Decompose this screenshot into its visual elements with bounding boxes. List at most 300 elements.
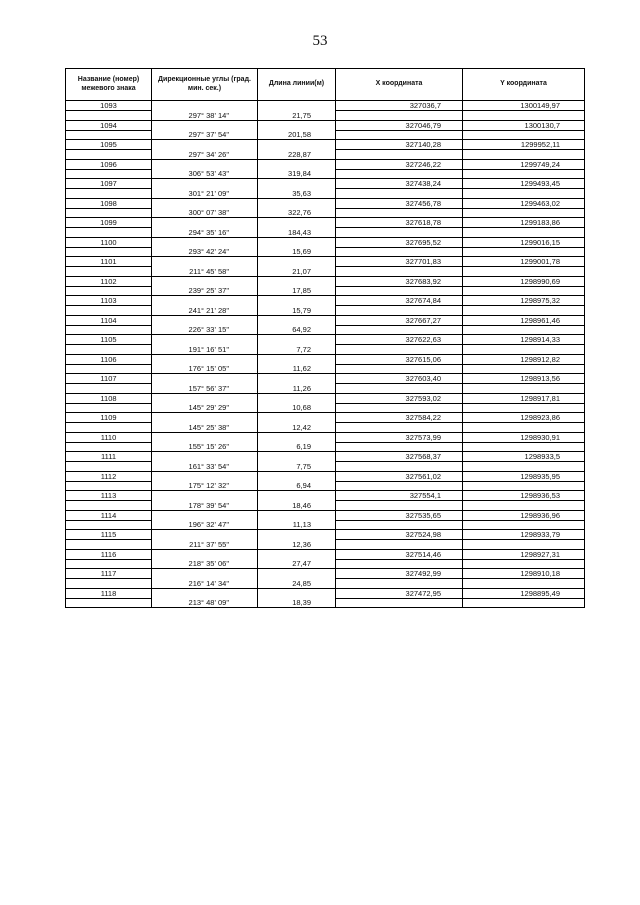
length-cell-empty <box>258 198 336 208</box>
name-cell-empty <box>66 345 152 355</box>
direction-angle: 306° 53' 43" <box>152 169 258 179</box>
point-name: 1093 <box>66 101 152 111</box>
direction-angle: 211° 37' 55" <box>152 540 258 550</box>
angle-cell-empty <box>152 237 258 247</box>
y-cell-empty <box>463 169 585 179</box>
x-cell-empty <box>336 403 463 413</box>
table-row-point <box>66 452 585 462</box>
table-row-line <box>66 540 585 550</box>
x-coordinate: 327615,06 <box>336 354 463 364</box>
x-cell-empty <box>336 462 463 472</box>
angle-cell-empty <box>152 315 258 325</box>
y-coordinate: 1299749,24 <box>463 159 585 169</box>
table-row-point <box>66 510 585 520</box>
length-cell-empty <box>258 549 336 559</box>
header-name: Название (номер) межевого знака <box>66 69 152 101</box>
table-row-point <box>66 179 585 189</box>
length-cell-empty <box>258 276 336 286</box>
angle-cell-empty <box>152 588 258 598</box>
line-length: 228,87 <box>258 150 336 160</box>
point-name: 1105 <box>66 335 152 345</box>
direction-angle: 176° 15' 05" <box>152 364 258 374</box>
angle-cell-empty <box>152 296 258 306</box>
direction-angle: 297° 34' 26" <box>152 150 258 160</box>
point-name: 1104 <box>66 315 152 325</box>
y-cell-empty <box>463 267 585 277</box>
angle-cell-empty <box>152 393 258 403</box>
length-cell-empty <box>258 179 336 189</box>
point-name: 1099 <box>66 218 152 228</box>
y-coordinate: 1299016,15 <box>463 237 585 247</box>
x-cell-empty <box>336 579 463 589</box>
y-cell-empty <box>463 130 585 140</box>
y-coordinate: 1298990,69 <box>463 276 585 286</box>
table-row-point <box>66 413 585 423</box>
name-cell-empty <box>66 130 152 140</box>
direction-angle: 216° 14' 34" <box>152 579 258 589</box>
table-row-line <box>66 520 585 530</box>
direction-angle: 161° 33' 54" <box>152 462 258 472</box>
x-coordinate: 327593,02 <box>336 393 463 403</box>
name-cell-empty <box>66 403 152 413</box>
point-name: 1108 <box>66 393 152 403</box>
angle-cell-empty <box>152 179 258 189</box>
y-coordinate: 1298975,32 <box>463 296 585 306</box>
y-cell-empty <box>463 325 585 335</box>
point-name: 1113 <box>66 491 152 501</box>
table-row-line <box>66 364 585 374</box>
y-cell-empty <box>463 481 585 491</box>
x-coordinate: 327667,27 <box>336 315 463 325</box>
line-length: 64,92 <box>258 325 336 335</box>
x-coordinate: 327140,28 <box>336 140 463 150</box>
table-row-point <box>66 140 585 150</box>
name-cell-empty <box>66 208 152 218</box>
y-cell-empty <box>463 306 585 316</box>
angle-cell-empty <box>152 120 258 130</box>
name-cell-empty <box>66 520 152 530</box>
x-cell-empty <box>336 247 463 257</box>
point-name: 1118 <box>66 588 152 598</box>
length-cell-empty <box>258 452 336 462</box>
direction-angle: 211° 45' 58" <box>152 267 258 277</box>
y-coordinate: 1298927,31 <box>463 549 585 559</box>
name-cell-empty <box>66 481 152 491</box>
x-cell-empty <box>336 325 463 335</box>
line-length: 322,76 <box>258 208 336 218</box>
direction-angle: 213° 48' 09" <box>152 598 258 608</box>
line-length: 10,68 <box>258 403 336 413</box>
point-name: 1094 <box>66 120 152 130</box>
y-coordinate: 1300149,97 <box>463 101 585 111</box>
x-coordinate: 327438,24 <box>336 179 463 189</box>
y-cell-empty <box>463 111 585 121</box>
point-name: 1101 <box>66 257 152 267</box>
x-coordinate: 327046,79 <box>336 120 463 130</box>
point-name: 1100 <box>66 237 152 247</box>
y-cell-empty <box>463 364 585 374</box>
page-number: 53 <box>312 33 328 49</box>
table-row-point <box>66 432 585 442</box>
angle-cell-empty <box>152 276 258 286</box>
length-cell-empty <box>258 491 336 501</box>
table-header <box>66 69 585 101</box>
length-cell-empty <box>258 588 336 598</box>
x-cell-empty <box>336 130 463 140</box>
direction-angle: 178° 39' 54" <box>152 501 258 511</box>
y-coordinate: 1298935,95 <box>463 471 585 481</box>
y-coordinate: 1299183,86 <box>463 218 585 228</box>
y-cell-empty <box>463 403 585 413</box>
y-coordinate: 1300130,7 <box>463 120 585 130</box>
table-row-point <box>66 354 585 364</box>
name-cell-empty <box>66 423 152 433</box>
direction-angle: 175° 12' 32" <box>152 481 258 491</box>
y-coordinate: 1298917,81 <box>463 393 585 403</box>
x-coordinate: 327535,65 <box>336 510 463 520</box>
length-cell-empty <box>258 510 336 520</box>
y-cell-empty <box>463 423 585 433</box>
x-cell-empty <box>336 384 463 394</box>
table-body <box>66 101 585 608</box>
line-length: 7,72 <box>258 345 336 355</box>
y-coordinate: 1298936,96 <box>463 510 585 520</box>
x-coordinate: 327472,95 <box>336 588 463 598</box>
x-coordinate: 327246,22 <box>336 159 463 169</box>
y-coordinate: 1298961,46 <box>463 315 585 325</box>
angle-cell-empty <box>152 354 258 364</box>
y-cell-empty <box>463 520 585 530</box>
y-cell-empty <box>463 598 585 608</box>
direction-angle: 196° 32' 47" <box>152 520 258 530</box>
line-length: 21,07 <box>258 267 336 277</box>
name-cell-empty <box>66 267 152 277</box>
direction-angle: 218° 35' 06" <box>152 559 258 569</box>
table-row-line <box>66 286 585 296</box>
table-row-line <box>66 228 585 238</box>
x-cell-empty <box>336 364 463 374</box>
name-cell-empty <box>66 306 152 316</box>
length-cell-empty <box>258 569 336 579</box>
name-cell-empty <box>66 540 152 550</box>
y-cell-empty <box>463 150 585 160</box>
header-length: Длина линии(м) <box>258 69 336 101</box>
table-row-point <box>66 569 585 579</box>
length-cell-empty <box>258 432 336 442</box>
line-length: 201,58 <box>258 130 336 140</box>
length-cell-empty <box>258 296 336 306</box>
x-cell-empty <box>336 559 463 569</box>
name-cell-empty <box>66 462 152 472</box>
x-cell-empty <box>336 208 463 218</box>
y-coordinate: 1298933,79 <box>463 530 585 540</box>
direction-angle: 293° 42' 24" <box>152 247 258 257</box>
point-name: 1115 <box>66 530 152 540</box>
header-y: Y координата <box>463 69 585 101</box>
table-row-line <box>66 423 585 433</box>
point-name: 1106 <box>66 354 152 364</box>
point-name: 1110 <box>66 432 152 442</box>
x-cell-empty <box>336 598 463 608</box>
line-length: 15,69 <box>258 247 336 257</box>
table-row-point <box>66 530 585 540</box>
length-cell-empty <box>258 471 336 481</box>
line-length: 27,47 <box>258 559 336 569</box>
x-cell-empty <box>336 267 463 277</box>
point-name: 1114 <box>66 510 152 520</box>
length-cell-empty <box>258 393 336 403</box>
x-cell-empty <box>336 169 463 179</box>
table-row-point <box>66 374 585 384</box>
x-coordinate: 327573,99 <box>336 432 463 442</box>
name-cell-empty <box>66 111 152 121</box>
length-cell-empty <box>258 101 336 111</box>
table-row-point <box>66 257 585 267</box>
table-row-line <box>66 442 585 452</box>
table-row-line <box>66 559 585 569</box>
y-cell-empty <box>463 462 585 472</box>
x-cell-empty <box>336 442 463 452</box>
x-coordinate: 327568,37 <box>336 452 463 462</box>
y-coordinate: 1298910,18 <box>463 569 585 579</box>
table-row-point <box>66 218 585 228</box>
table-row-point <box>66 491 585 501</box>
table-row-line <box>66 306 585 316</box>
x-coordinate: 327701,83 <box>336 257 463 267</box>
name-cell-empty <box>66 286 152 296</box>
y-cell-empty <box>463 345 585 355</box>
name-cell-empty <box>66 189 152 199</box>
table-row-point <box>66 315 585 325</box>
point-name: 1107 <box>66 374 152 384</box>
y-cell-empty <box>463 579 585 589</box>
x-cell-empty <box>336 189 463 199</box>
y-coordinate: 1299493,45 <box>463 179 585 189</box>
x-coordinate: 327492,99 <box>336 569 463 579</box>
angle-cell-empty <box>152 569 258 579</box>
x-coordinate: 327514,46 <box>336 549 463 559</box>
line-length: 7,75 <box>258 462 336 472</box>
table-row-line <box>66 130 585 140</box>
name-cell-empty <box>66 364 152 374</box>
name-cell-empty <box>66 169 152 179</box>
table-row-line <box>66 598 585 608</box>
x-coordinate: 327695,52 <box>336 237 463 247</box>
table-row-point <box>66 588 585 598</box>
y-coordinate: 1298923,86 <box>463 413 585 423</box>
angle-cell-empty <box>152 101 258 111</box>
direction-angle: 145° 25' 38" <box>152 423 258 433</box>
angle-cell-empty <box>152 491 258 501</box>
y-cell-empty <box>463 286 585 296</box>
table-row-point <box>66 237 585 247</box>
table-row-line <box>66 189 585 199</box>
x-coordinate: 327618,78 <box>336 218 463 228</box>
x-coordinate: 327561,02 <box>336 471 463 481</box>
y-cell-empty <box>463 384 585 394</box>
x-coordinate: 327622,63 <box>336 335 463 345</box>
x-cell-empty <box>336 286 463 296</box>
table-row-line <box>66 345 585 355</box>
name-cell-empty <box>66 442 152 452</box>
y-coordinate: 1299952,11 <box>463 140 585 150</box>
angle-cell-empty <box>152 218 258 228</box>
table-row-line <box>66 384 585 394</box>
length-cell-empty <box>258 159 336 169</box>
line-length: 17,85 <box>258 286 336 296</box>
line-length: 35,63 <box>258 189 336 199</box>
name-cell-empty <box>66 559 152 569</box>
length-cell-empty <box>258 354 336 364</box>
direction-angle: 226° 33' 15" <box>152 325 258 335</box>
line-length: 319,84 <box>258 169 336 179</box>
y-coordinate: 1298933,5 <box>463 452 585 462</box>
direction-angle: 145° 29' 29" <box>152 403 258 413</box>
direction-angle: 157° 56' 37" <box>152 384 258 394</box>
coordinates-table <box>65 68 585 608</box>
name-cell-empty <box>66 228 152 238</box>
angle-cell-empty <box>152 335 258 345</box>
header-angle: Дирекционные углы (град. мин. сек.) <box>152 69 258 101</box>
x-coordinate: 327036,7 <box>336 101 463 111</box>
table-row-point <box>66 159 585 169</box>
y-cell-empty <box>463 247 585 257</box>
angle-cell-empty <box>152 530 258 540</box>
table-row-line <box>66 150 585 160</box>
length-cell-empty <box>258 237 336 247</box>
x-coordinate: 327456,78 <box>336 198 463 208</box>
angle-cell-empty <box>152 140 258 150</box>
line-length: 12,36 <box>258 540 336 550</box>
point-name: 1111 <box>66 452 152 462</box>
direction-angle: 301° 21' 09" <box>152 189 258 199</box>
length-cell-empty <box>258 335 336 345</box>
y-cell-empty <box>463 208 585 218</box>
length-cell-empty <box>258 257 336 267</box>
line-length: 15,79 <box>258 306 336 316</box>
table-row-point <box>66 120 585 130</box>
angle-cell-empty <box>152 510 258 520</box>
length-cell-empty <box>258 530 336 540</box>
table-row-point <box>66 276 585 286</box>
x-cell-empty <box>336 540 463 550</box>
y-cell-empty <box>463 442 585 452</box>
x-cell-empty <box>336 345 463 355</box>
table-row-point <box>66 335 585 345</box>
length-cell-empty <box>258 120 336 130</box>
table-row-line <box>66 111 585 121</box>
table-row-line <box>66 579 585 589</box>
y-coordinate: 1298914,33 <box>463 335 585 345</box>
direction-angle: 155° 15' 26" <box>152 442 258 452</box>
x-cell-empty <box>336 481 463 491</box>
x-cell-empty <box>336 520 463 530</box>
x-cell-empty <box>336 423 463 433</box>
point-name: 1102 <box>66 276 152 286</box>
line-length: 24,85 <box>258 579 336 589</box>
header-x: X координата <box>336 69 463 101</box>
length-cell-empty <box>258 374 336 384</box>
length-cell-empty <box>258 315 336 325</box>
length-cell-empty <box>258 218 336 228</box>
x-coordinate: 327554,1 <box>336 491 463 501</box>
y-cell-empty <box>463 189 585 199</box>
line-length: 21,75 <box>258 111 336 121</box>
direction-angle: 294° 35' 16" <box>152 228 258 238</box>
x-cell-empty <box>336 150 463 160</box>
line-length: 11,26 <box>258 384 336 394</box>
direction-angle: 191° 16' 51" <box>152 345 258 355</box>
x-cell-empty <box>336 306 463 316</box>
angle-cell-empty <box>152 432 258 442</box>
name-cell-empty <box>66 150 152 160</box>
angle-cell-empty <box>152 549 258 559</box>
table-row-line <box>66 403 585 413</box>
x-cell-empty <box>336 501 463 511</box>
point-name: 1117 <box>66 569 152 579</box>
point-name: 1112 <box>66 471 152 481</box>
name-cell-empty <box>66 247 152 257</box>
table-row-line <box>66 169 585 179</box>
y-coordinate: 1299001,78 <box>463 257 585 267</box>
line-length: 6,94 <box>258 481 336 491</box>
x-coordinate: 327584,22 <box>336 413 463 423</box>
line-length: 12,42 <box>258 423 336 433</box>
direction-angle: 241° 21' 28" <box>152 306 258 316</box>
direction-angle: 239° 25' 37" <box>152 286 258 296</box>
line-length: 11,13 <box>258 520 336 530</box>
name-cell-empty <box>66 501 152 511</box>
name-cell-empty <box>66 325 152 335</box>
line-length: 11,62 <box>258 364 336 374</box>
angle-cell-empty <box>152 374 258 384</box>
x-coordinate: 327603,40 <box>336 374 463 384</box>
point-name: 1109 <box>66 413 152 423</box>
angle-cell-empty <box>152 452 258 462</box>
table-row-point <box>66 549 585 559</box>
y-coordinate: 1298895,49 <box>463 588 585 598</box>
table-row-line <box>66 267 585 277</box>
name-cell-empty <box>66 384 152 394</box>
point-name: 1098 <box>66 198 152 208</box>
table-row-line <box>66 462 585 472</box>
direction-angle: 300° 07' 38" <box>152 208 258 218</box>
table-row-line <box>66 481 585 491</box>
table-row-point <box>66 471 585 481</box>
direction-angle: 297° 37' 54" <box>152 130 258 140</box>
x-coordinate: 327524,98 <box>336 530 463 540</box>
table-row-point <box>66 101 585 111</box>
length-cell-empty <box>258 413 336 423</box>
x-cell-empty <box>336 228 463 238</box>
x-cell-empty <box>336 111 463 121</box>
table-row-line <box>66 501 585 511</box>
line-length: 184,43 <box>258 228 336 238</box>
y-coordinate: 1298936,53 <box>463 491 585 501</box>
y-cell-empty <box>463 228 585 238</box>
line-length: 18,39 <box>258 598 336 608</box>
angle-cell-empty <box>152 159 258 169</box>
y-coordinate: 1298912,82 <box>463 354 585 364</box>
table-row-line <box>66 208 585 218</box>
x-coordinate: 327674,84 <box>336 296 463 306</box>
table-row-line <box>66 325 585 335</box>
table-row-line <box>66 247 585 257</box>
name-cell-empty <box>66 579 152 589</box>
direction-angle: 297° 38' 14" <box>152 111 258 121</box>
line-length: 18,46 <box>258 501 336 511</box>
length-cell-empty <box>258 140 336 150</box>
